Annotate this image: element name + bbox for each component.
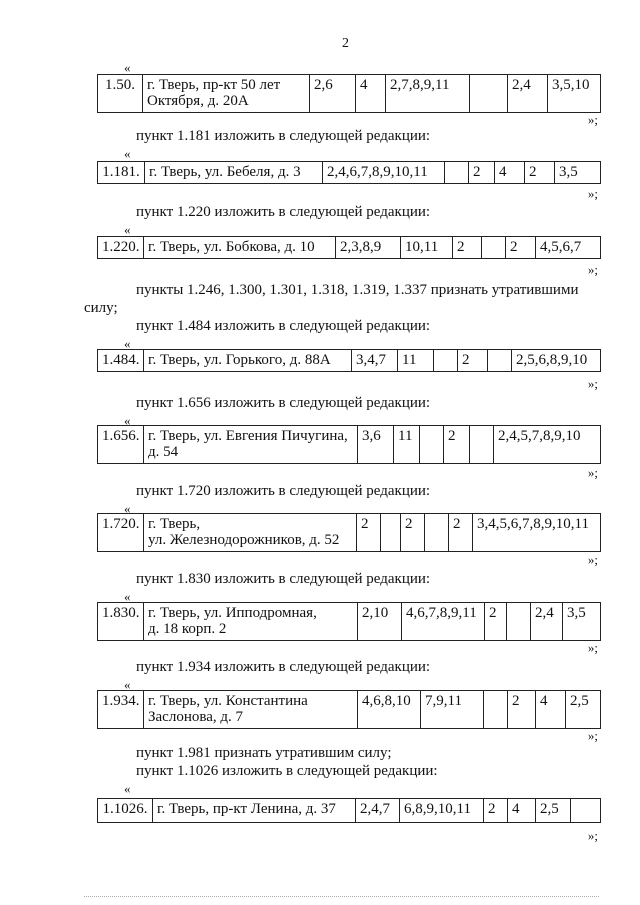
scan-edge-divider <box>84 896 599 897</box>
close-quote: »; <box>587 186 598 201</box>
cell: 2,5 <box>566 691 601 729</box>
cell: 3,5 <box>563 603 601 641</box>
address-cell <box>144 514 357 552</box>
close-quote: »; <box>587 828 598 843</box>
cell: 3,5,10 <box>548 75 601 113</box>
item-number: 1.1026. <box>98 799 153 823</box>
instruction-1-181: пункт 1.181 изложить в следующей редакции: <box>136 128 431 144</box>
amendment-row-1-181 <box>97 161 601 184</box>
close-quote: »; <box>587 552 598 567</box>
close-quote: »; <box>587 465 598 480</box>
item-number: 1.656. <box>98 426 144 464</box>
address-line-1: г. Тверь, ул. Ипподромная, <box>148 605 317 621</box>
cell: 3,4,5,6,7,8,9,10,11 <box>473 514 601 552</box>
instruction-1-1026: пункт 1.1026 изложить в следующей редакции: <box>136 763 438 779</box>
item-number: 1.934. <box>98 691 144 729</box>
open-quote: « <box>124 781 131 796</box>
instruction-1-656: пункт 1.656 изложить в следующей редакции: <box>136 395 431 411</box>
cell <box>470 75 508 113</box>
cell: 2,4 <box>508 75 548 113</box>
cell <box>425 514 449 552</box>
close-quote: »; <box>587 376 598 391</box>
open-quote: « <box>124 677 131 692</box>
item-number: 1.220. <box>98 237 144 259</box>
cell: 2,5 <box>536 799 571 823</box>
cell: 11 <box>394 426 420 464</box>
cell: 2,4,6,7,8,9,10,11 <box>323 162 445 184</box>
cell: 3,4,7 <box>352 350 398 372</box>
address-cell: г. Тверь, ул. Горького, д. 88А <box>144 350 352 372</box>
address-line-2: Октября, д. 20А <box>147 93 249 109</box>
cell <box>484 691 508 729</box>
instruction-1-484: пункт 1.484 изложить в следующей редакции: <box>136 318 431 334</box>
instruction-1-720: пункт 1.720 изложить в следующей редакции: <box>136 483 431 499</box>
cell: 2,7,8,9,11 <box>386 75 470 113</box>
cell: 7,9,11 <box>421 691 484 729</box>
instruction-1-830: пункт 1.830 изложить в следующей редакции: <box>136 571 431 587</box>
instruction-1-981: пункт 1.981 признать утратившим силу; <box>136 745 392 761</box>
page-number: 2 <box>342 36 349 51</box>
address-cell: г. Тверь, пр-кт Ленина, д. 37 <box>153 799 356 823</box>
address-cell: г. Тверь, ул. Бобкова, д. 10 <box>144 237 336 259</box>
cell: 4,5,6,7 <box>536 237 601 259</box>
cell: 4,6,7,8,9,11 <box>402 603 485 641</box>
amendment-row-1-934 <box>97 690 601 729</box>
cell: 2 <box>506 237 536 259</box>
cell: 2 <box>444 426 470 464</box>
cell <box>571 799 601 823</box>
item-number: 1.484. <box>98 350 144 372</box>
cell <box>507 603 531 641</box>
cell: 6,8,9,10,11 <box>400 799 484 823</box>
open-quote: « <box>124 413 131 428</box>
cell <box>434 350 458 372</box>
cell: 2,5,6,8,9,10 <box>512 350 601 372</box>
cell: 2 <box>484 799 508 823</box>
address-line-1: г. Тверь, пр-кт 50 лет <box>147 77 281 93</box>
address-line-2: д. 54 <box>148 444 179 460</box>
cell: 2,6 <box>310 75 356 113</box>
cell <box>470 426 494 464</box>
item-number: 1.181. <box>98 162 145 184</box>
cell: 3,5 <box>555 162 601 184</box>
address-cell <box>143 75 310 113</box>
address-cell <box>144 691 358 729</box>
cell: 2,4,7 <box>356 799 400 823</box>
address-cell <box>144 426 358 464</box>
amendment-row-1-50 <box>97 74 601 113</box>
cell <box>482 237 506 259</box>
cell: 2,4 <box>531 603 563 641</box>
amendment-row-1-830 <box>97 602 601 641</box>
address-line-1: г. Тверь, ул. Константина <box>148 693 308 709</box>
cell: 4 <box>536 691 566 729</box>
cell <box>488 350 512 372</box>
cell: 2 <box>469 162 495 184</box>
cell: 4,6,8,10 <box>358 691 421 729</box>
cell: 2 <box>508 691 536 729</box>
cell: 2 <box>458 350 488 372</box>
amendment-row-1-656 <box>97 425 601 464</box>
address-line-2: Заслонова, д. 7 <box>148 709 244 725</box>
address-line-1: г. Тверь, ул. Евгения Пичугина, <box>148 428 348 444</box>
instruction-void-line-2: силу; <box>84 300 118 316</box>
amendment-row-1-220 <box>97 236 601 259</box>
address-line-2: ул. Железнодорожников, д. 52 <box>148 532 340 548</box>
item-number: 1.50. <box>98 75 143 113</box>
open-quote: « <box>124 501 131 516</box>
instruction-1-934: пункт 1.934 изложить в следующей редакции: <box>136 659 431 675</box>
cell <box>445 162 469 184</box>
open-quote: « <box>124 146 131 161</box>
close-quote: »; <box>587 262 598 277</box>
instruction-1-220: пункт 1.220 изложить в следующей редакции: <box>136 204 431 220</box>
address-cell <box>144 603 358 641</box>
amendment-row-1-720 <box>97 513 601 552</box>
cell: 2 <box>453 237 482 259</box>
address-line-1: г. Тверь, <box>148 516 201 532</box>
cell: 3,6 <box>358 426 394 464</box>
address-cell: г. Тверь, ул. Бебеля, д. 3 <box>145 162 323 184</box>
cell: 4 <box>508 799 536 823</box>
close-quote: »; <box>587 640 598 655</box>
cell: 2,10 <box>358 603 402 641</box>
close-quote: »; <box>587 112 598 127</box>
cell: 4 <box>356 75 386 113</box>
open-quote: « <box>124 222 131 237</box>
cell: 2 <box>525 162 555 184</box>
cell: 2 <box>401 514 425 552</box>
cell: 11 <box>398 350 434 372</box>
cell: 2 <box>449 514 473 552</box>
open-quote: « <box>124 589 131 604</box>
cell: 10,11 <box>401 237 453 259</box>
instruction-void-line-1: пункты 1.246, 1.300, 1.301, 1.318, 1.319, 1.337 признать утратившими <box>136 282 579 298</box>
open-quote: « <box>124 336 131 351</box>
cell: 2,3,8,9 <box>336 237 401 259</box>
close-quote: »; <box>587 728 598 743</box>
cell <box>420 426 444 464</box>
cell: 2 <box>485 603 507 641</box>
item-number: 1.720. <box>98 514 144 552</box>
cell: 2 <box>357 514 381 552</box>
item-number: 1.830. <box>98 603 144 641</box>
amendment-row-1-1026 <box>97 798 601 823</box>
cell: 4 <box>495 162 525 184</box>
cell: 2,4,5,7,8,9,10 <box>494 426 601 464</box>
cell <box>381 514 401 552</box>
address-line-2: д. 18 корп. 2 <box>148 621 227 637</box>
amendment-row-1-484 <box>97 349 601 372</box>
open-quote: « <box>124 60 131 75</box>
